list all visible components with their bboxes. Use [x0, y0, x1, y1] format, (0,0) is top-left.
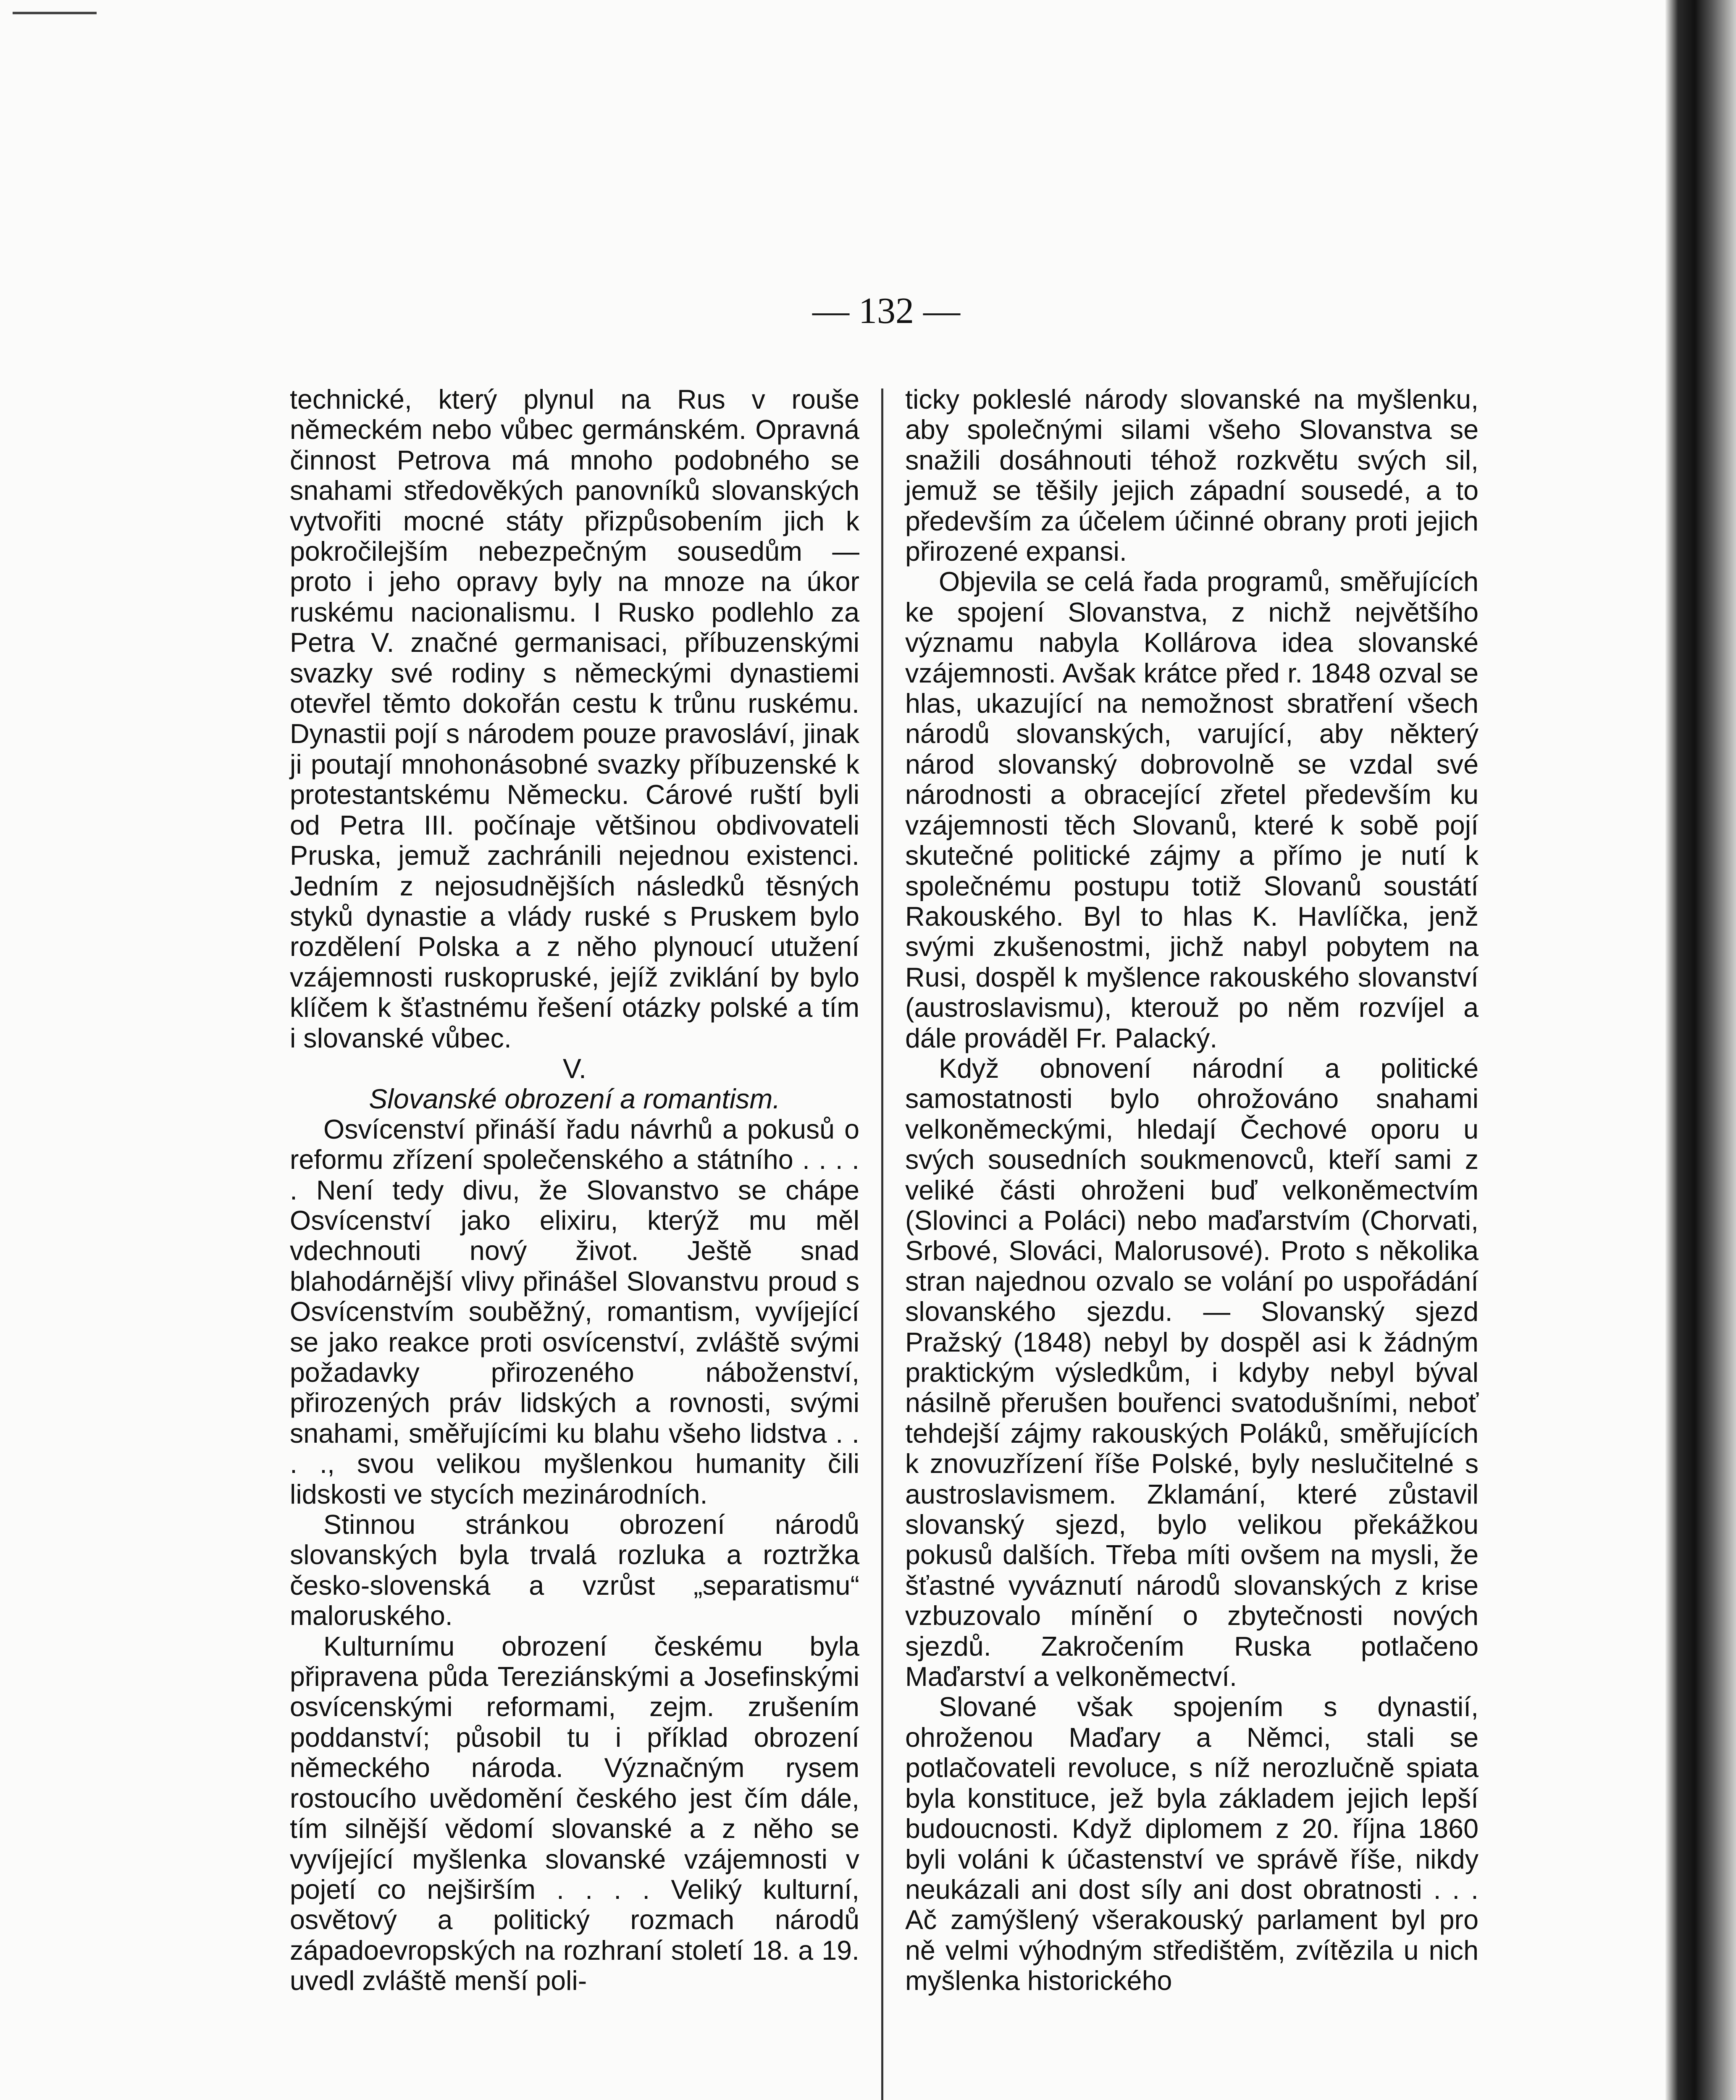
left-column	[290, 384, 859, 1996]
paragraph: Osvícenství přináší řadu návrhů a pokusů o reformu zřízení společenského a státního . . . . . Není tedy divu, že Slovanstvo se chápe Osvícenství jako elixiru, kterýž mu měl vdechnouti nový život. Ještě snad blahodárnější vlivy přinášel Slovanstvu proud s Osvícenstvím souběžný, romantism, vyvíjející se jako reakce proti osvícenství, zvláště svými požadavky přirozeného náboženství, přirozených práv lidských a rovnosti, svými snahami, směřujícími ku blahu všeho lidstva . . . ., svou velikou myšlenkou humanity čili lidskosti ve stycích mezinárodních.	[290, 1114, 859, 1509]
paragraph: ticky pokleslé národy slovanské na myšlenku, aby společnými silami všeho Slovanstva se snažili dosáhnouti téhož rozkvětu svých sil, jemuž se těšily jejich západní sousedé, a to především za účelem účinné obrany proti jejich přirozené expansi.	[905, 384, 1479, 567]
page-binding-edge	[1665, 0, 1736, 2100]
section-title: Slovanské obrození a romantism.	[369, 1083, 780, 1115]
paragraph: Slované však spojením s dynastií, ohroženou Maďary a Němci, stali se potlačovateli revoluce, s níž nerozlučně spiata byla konstituce, jež byla základem jejich lepší budoucnosti. Když diplomem z 20. října 1860 byli voláni k účastenství ve správě říše, nikdy neukázali ani dost síly ani dost obratnosti . . . Ač zamýšlený všerakouský parlament byl pro ně velmi výhodným středištěm, zvítězila u nich myšlenka historického	[905, 1692, 1479, 1996]
paragraph: Objevila se celá řada programů, směřujících ke spojení Slovanstva, z nichž největšího významu nabyla Kollárova idea slovanské vzájemnosti. Avšak krátce před r. 1848 ozval se hlas, ukazující na nemožnost sbratření všech národů slovanských, varující, aby některý národ slovanský dobrovolně se vzdal své národnosti a obracející zřetel především ku vzájemnosti těch Slovanů, které k sobě pojí skutečné politické zájmy a přímo je nutí k společnému postupu totiž Slovanů soustátí Rakouského. Byl to hlas K. Havlíčka, jenž svými zkušenostmi, jichž nabyl pobytem na Rusi, dospěl k myšlence rakouského slovanství (austroslavismu), kterouž po něm rozvíjel a dále prováděl Fr. Palacký.	[905, 567, 1479, 1053]
scan-artifact	[13, 12, 97, 14]
page-number: — 132 —	[812, 291, 960, 331]
right-column	[905, 384, 1479, 1996]
paragraph: Kulturnímu obrození českému byla připravena půda Tereziánskými a Josefinskými osvícenskými reformami, zejm. zrušením poddanství; působil tu i příklad obrození německého národa. Význačným rysem rostoucího uvědomění českého jest čím dále, tím silnější vědomí slovanské a z něho se vyvíjející myšlenka slovanské vzájemnosti v pojetí co nejširším . . . . Veliký kulturní, osvětový a politický rozmach národů západoevropských na rozhraní století 18. a 19. uvedl zvláště menší poli-	[290, 1631, 859, 1996]
paragraph: Stinnou stránkou obrození národů slovanských byla trvalá rozluka a roztržka česko-slovenská a vzrůst „separatismu“ maloruského.	[290, 1509, 859, 1631]
paragraph: Když obnovení národní a politické samostatnosti bylo ohrožováno snahami velkoněmeckými, hledají Čechové oporu u svých sousedních soukmenovců, kteří sami z veliké části ohroženi buď velkoněmectvím (Slovinci a Poláci) nebo maďarstvím (Chorvati, Srbové, Slováci, Malorusové). Proto s několika stran najednou ozvalo se volání po uspořádání slovanského sjezdu. — Slovanský sjezd Pražský (1848) nebyl by dospěl asi k žádným praktickým výsledkům, i kdyby nebyl býval násilně přerušen bouřenci svatodušními, neboť tehdejší zájmy rakouských Poláků, směřujících k znovuzřízení říše Polské, byly neslučitelné s austroslavismem. Zklamání, které zůstavil slovanský sjezd, bylo velikou překážkou pokusů dalších. Třeba míti ovšem na mysli, že šťastné vyváznutí národů slovanských z krise vzbuzovalo mínění o zbytečnosti nových sjezdů. Zakročením Ruska potlačeno Maďarství a velkoněmectví.	[905, 1053, 1479, 1692]
paragraph: technické, který plynul na Rus v rouše německém nebo vůbec germánském. Opravná činnost Petrova má mnoho podobného se snahami středověkých panovníků slovanských vytvořiti mocné státy přizpůsobením jich k pokročilejším nebezpečným sousedům — proto i jeho opravy byly na mnoze na úkor ruskému nacionalismu. I Rusko podlehlo za Petra V. značné germanisaci, příbuzenskými svazky své rodiny s německými dynastiemi otevřel těmto dokořán cestu k trůnu ruskému. Dynastii pojí s národem pouze pravosláví, jinak ji poutají mnohonásobné svazky příbuzenské k protestantskému Německu. Cárové ruští byli od Petra III. počínaje většinou obdivovateli Pruska, jemuž zachránili nejednou existenci. Jedním z nejosudnějších následků těsných styků dynastie a vlády ruské s Pruskem bylo rozdělení Polska a z něho plynoucí utužení vzájemnosti ruskopruské, jejíž zviklání by bylo klíčem k šťastnému řešení otázky polské a tím i slovanské vůbec.	[290, 384, 859, 1053]
section-number: V.	[562, 1053, 587, 1084]
column-divider	[881, 388, 883, 2100]
